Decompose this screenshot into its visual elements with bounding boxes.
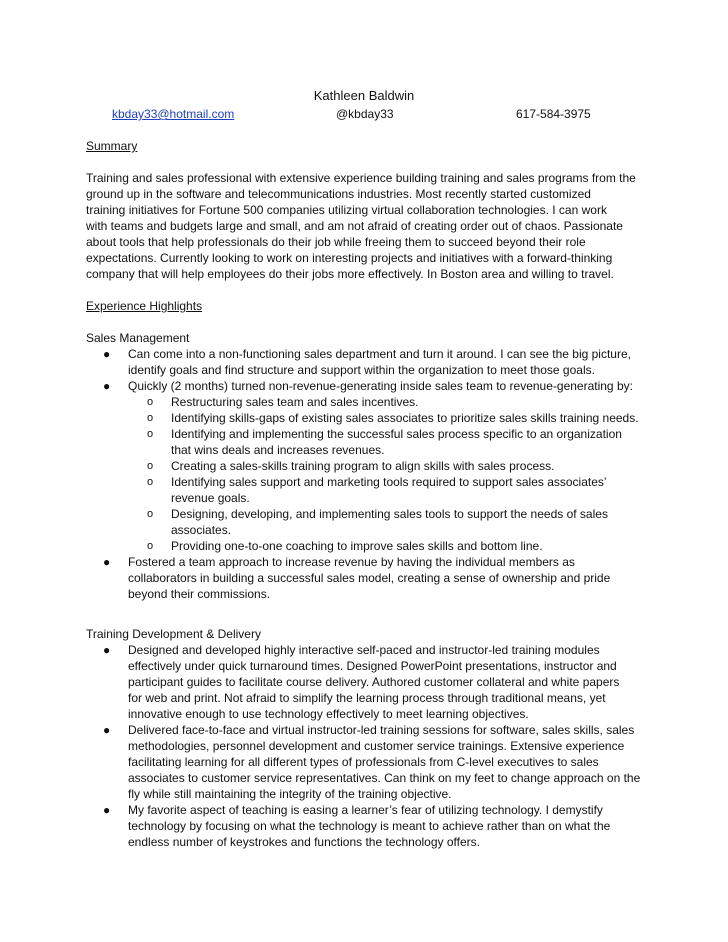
text-line: effectively under quick turnaround times. Designed PowerPoint presentations, instructor and [128,659,617,673]
social-handle: @kbday33 [336,107,394,121]
summary-text [86,170,646,282]
text-line: collaborators in building a successful sales model, creating a sense of ownership and pride [128,571,611,585]
bullet-item [86,802,646,850]
sub-item [128,394,646,410]
text-line: fly while still maintaining the integrity of the training objective. [128,787,452,801]
sub-item [128,474,646,506]
hollow-circle-icon: o [147,412,154,424]
text-line: innovative enough to use technology effectively to meet learning objectives. [128,707,529,721]
text-line: ground up in the software and telecommunications industries. Most recently started customized [86,187,591,201]
text-line: expectations. Currently looking to work on interesting projects and initiatives with a forward-thinking [86,251,613,265]
bullet-text [128,722,646,802]
sub-item-text [171,474,646,506]
summary-paragraph [86,170,646,282]
sub-item-text [171,410,646,426]
bullet-dot-icon: ● [103,379,111,393]
text-line: Can come into a non-functioning sales department and turn it around. I can see the big picture, [128,347,631,361]
bullet-dot-icon: ● [103,643,111,657]
sales-management-title: Sales Management [86,331,190,345]
text-line: methodologies, personnel development and customer service trainings. Extensive experience [128,739,625,753]
text-line: Fostered a team approach to increase revenue by having the individual members as [128,555,575,569]
text-line: facilitating learning for all different types of professionals from C-level executives to sales [128,755,599,769]
bullet-item [86,378,646,554]
text-line: beyond their commissions. [128,587,271,601]
text-line: that wins deals and increases revenues. [171,443,385,457]
text-line: for web and print. Not afraid to simplify the learning process through traditional means, yet [128,691,606,705]
experience-heading: Experience Highlights [86,299,203,313]
hollow-circle-icon: o [147,476,154,488]
sub-item-text [171,458,646,474]
text-line: Restructuring sales team and sales incentives. [171,395,419,409]
bullet-list [86,642,646,850]
text-line: endless number of keystrokes and functions the technology offers. [128,835,480,849]
sales-management-list [86,346,646,602]
hollow-circle-icon: o [147,428,154,440]
summary-heading: Summary [86,139,138,153]
text-line: Delivered face-to-face and virtual instructor-led training sessions for software, sales skills, sales [128,723,635,737]
text-line: Designing, developing, and implementing sales tools to support the needs of sales [171,507,608,521]
text-line: with teams and budgets large and small, and am not afraid of creating order out of chaos. Passionate [86,219,623,233]
sub-item-text [171,506,646,538]
bullet-text [128,554,646,602]
text-line: Creating a sales-skills training program to align skills with sales process. [171,459,555,473]
text-line: about tools that help professionals do their job while freeing them to succeed beyond their role [86,235,586,249]
text-line: Identifying sales support and marketing tools required to support sales associates’ [171,475,607,489]
phone-number: 617-584-3975 [516,107,591,121]
bullet-item [86,722,646,802]
bullet-dot-icon: ● [103,723,111,737]
text-line: Identifying and implementing the successful sales process specific to an organization [171,427,622,441]
bullet-dot-icon: ● [103,803,111,817]
sub-item [128,458,646,474]
text-line: training initiatives for Fortune 500 companies utilizing virtual collaboration technologies. I can work [86,203,607,217]
sub-list [128,394,646,554]
bullet-dot-icon: ● [103,347,111,361]
text-line: revenue goals. [171,491,250,505]
sub-item [128,538,646,554]
hollow-circle-icon: o [147,508,154,520]
candidate-name: Kathleen Baldwin [313,88,415,103]
bullet-text [128,378,646,394]
bullet-item [86,642,646,722]
bullet-list [86,346,646,602]
training-section-title: Training Development & Delivery [86,627,261,641]
training-list [86,642,646,850]
text-line: company that will help employees do their jobs more effectively. In Boston area and willing to travel. [86,267,614,281]
hollow-circle-icon: o [147,540,154,552]
sub-item-text [171,394,646,410]
text-line: Providing one-to-one coaching to improve sales skills and bottom line. [171,539,543,553]
text-line: associates. [171,523,232,537]
text-line: Identifying skills-gaps of existing sales associates to prioritize sales skills training needs. [171,411,639,425]
text-line: participant guides to facilitate course delivery. Authored customer collateral and white papers [128,675,620,689]
bullet-dot-icon: ● [103,555,111,569]
sub-item [128,426,646,458]
text-line: Quickly (2 months) turned non-revenue-generating inside sales team to revenue-generating by: [128,379,633,393]
bullet-text [128,346,646,378]
sub-item [128,506,646,538]
bullet-text [128,802,646,850]
sub-item [128,410,646,426]
sub-item-text [171,426,646,458]
text-line: My favorite aspect of teaching is easing a learner’s fear of utilizing technology. I demystify [128,803,603,817]
text-line: Designed and developed highly interactive self-paced and instructor-led training modules [128,643,600,657]
hollow-circle-icon: o [147,460,154,472]
bullet-item [86,554,646,602]
text-line: identify goals and find structure and support within the organization to meet those goals. [128,363,595,377]
bullet-item [86,346,646,378]
bullet-text [128,642,646,722]
sub-item-text [171,538,646,554]
text-line: Training and sales professional with extensive experience building training and sales programs from the [86,171,636,185]
text-line: technology by focusing on what the technology is meant to achieve rather than on what the [128,819,611,833]
text-line: associates to customer service representatives. Can think on my feet to change approach on the [128,771,641,785]
hollow-circle-icon: o [147,396,154,408]
email-link[interactable]: kbday33@hotmail.com [112,107,235,121]
